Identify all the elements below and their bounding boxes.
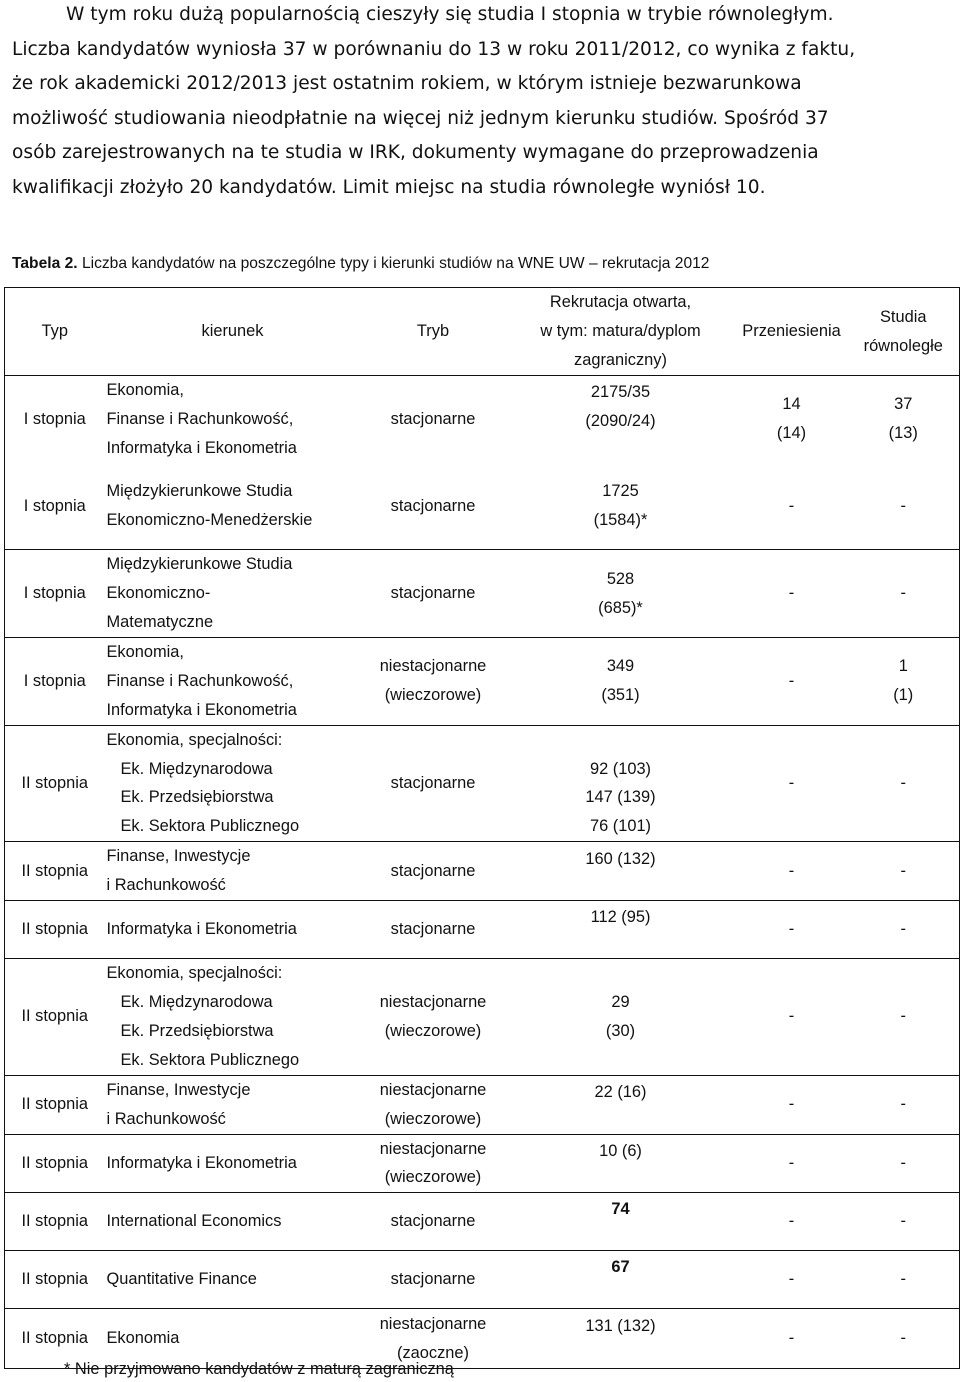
cell-rownolegle: - [848,842,960,901]
cell-kierunek [105,550,361,638]
table-header-row [5,288,960,376]
cell-line: 29 [611,993,630,1011]
cell-typ: II stopnia [5,1075,105,1134]
cell-value: 74 [611,1200,630,1219]
cell-line: Ekonomia, [106,381,184,399]
cell-rekrutacja [506,959,736,1076]
cell-rownolegle: - [848,550,960,638]
table-row [5,959,960,1076]
cell-tryb: stacjonarne [361,376,506,463]
cell-line: Finanse i Rachunkowość, [106,409,294,428]
paragraph-line: możliwość studiowania nieodpłatnie na więcej niż jednym kierunku studiów. Spośród 37 [12,107,829,129]
cell-rownolegle: - [848,463,960,550]
table-row [5,1193,960,1251]
table-row [5,1075,960,1134]
cell-line: Ek. Międzynarodowa [120,759,273,778]
cell-kierunek: Quantitative Finance [105,1251,361,1309]
cell-rekrutacja [506,1251,736,1309]
cell-rownolegle: - [848,1309,960,1369]
cell-rekrutacja [506,725,736,842]
cell-przeniesienia: - [788,496,795,515]
table-caption-text: Liczba kandydatów na poszczególne typy i kierunki studiów na WNE UW – rekrutacja 2012 [81,255,710,272]
cell-przeniesienia: - [736,637,848,725]
cell-line: Matematyczne [106,613,214,632]
cell-typ: II stopnia [5,1134,105,1193]
cell-kierunek [105,376,361,463]
table-row [5,463,960,550]
cell-line: Finanse, Inwestycje [106,1080,251,1099]
cell-line: 14 [782,395,801,414]
cell-kierunek: Informatyka i Ekonometria [105,1134,361,1193]
cell-line: (zaoczne) [397,1343,469,1362]
cell-tryb: stacjonarne [361,1251,506,1309]
header-rownolegle-line: równoległe [863,336,943,355]
footnote: * Nie przyjmowano kandydatów z maturą zagraniczną [64,1360,454,1378]
cell-line: 76 (101) [589,817,652,836]
header-rownolegle [848,288,960,376]
cell-line: Ekonomia, specjalności: [106,964,283,983]
cell-typ: I stopnia [5,550,105,638]
cell-line: 92 (103) [589,759,652,778]
cell-line: (14) [776,424,807,443]
table-row [5,637,960,725]
cell-przeniesienia [736,376,848,463]
cell-line: (13) [888,424,918,443]
cell-rekrutacja [506,550,736,638]
cell-tryb [361,1134,506,1193]
header-typ: Typ [5,288,105,376]
cell-rownolegle [848,637,960,725]
cell-typ: II stopnia [5,725,105,842]
table-row [5,842,960,901]
cell-rekrutacja [506,1134,736,1193]
cell-rekrutacja [506,637,736,725]
cell-typ: II stopnia [5,1309,105,1369]
cell-line: Ek. Sektora Publicznego [120,817,300,836]
paragraph-line: kwalifikacji złożyło 20 kandydatów. Limit miejsc na studia równoległe wyniósł 10. [12,176,766,198]
cell-rownolegle: - [848,1134,960,1193]
cell-przeniesienia: - [736,1309,848,1369]
cell-value: 67 [611,1258,630,1277]
cell-line: 349 [606,657,635,676]
cell-tryb: stacjonarne [390,496,476,515]
cell-line: Ek. Sektora Publicznego [120,1050,300,1069]
cell-kierunek [105,959,361,1076]
cell-line: Ek. Przedsiębiorstwa [120,1021,274,1040]
cell-line: niestacjonarne [379,1314,487,1333]
cell-kierunek [105,463,361,550]
header-kierunek: kierunek [105,288,361,376]
header-tryb: Tryb [361,288,506,376]
cell-rownolegle: - [848,1251,960,1309]
cell-line: (2090/24) [585,412,656,431]
cell-przeniesienia: - [736,1075,848,1134]
cell-typ: II stopnia [5,842,105,901]
cell-line: niestacjonarne [379,657,487,676]
cell-line: 1725 [602,482,639,501]
recruitment-table [4,287,960,1369]
header-przeniesienia: Przeniesienia [736,288,848,376]
table-row [5,1251,960,1309]
cell-line: Finanse, Inwestycje [106,847,251,866]
cell-kierunek: Ekonomia [105,1309,361,1369]
cell-typ: II stopnia [5,901,105,959]
cell-kierunek [105,1075,361,1134]
cell-przeniesienia: - [736,1193,848,1251]
cell-typ: I stopnia [5,463,105,550]
cell-rekrutacja [506,463,736,550]
cell-line: (wieczorowe) [384,1021,482,1040]
cell-line: Informatyka i Ekonometria [106,438,297,457]
cell-line: i Rachunkowość [106,1109,226,1128]
cell-rownolegle: - [848,959,960,1076]
table-caption [12,250,709,278]
cell-przeniesienia: - [736,550,848,638]
cell-kierunek [105,637,361,725]
header-rekrutacja-line: w tym: matura/dyplom [540,322,701,341]
cell-line: (30) [605,1021,636,1040]
cell-kierunek: Informatyka i Ekonometria [105,901,361,959]
table-caption-label: Tabela 2. [12,255,78,272]
cell-line: niestacjonarne [379,993,487,1011]
cell-rownolegle: - [848,901,960,959]
cell-line: (685)* [598,598,643,617]
cell-line: 2175/35 [590,383,651,402]
table-row [5,376,960,463]
cell-line: Informatyka i Ekonometria [106,700,297,719]
cell-tryb: stacjonarne [361,725,506,842]
cell-tryb: stacjonarne [361,1193,506,1251]
header-rekrutacja [506,288,736,376]
cell-line: 147 (139) [585,788,656,807]
cell-line: Międzykierunkowe Studia [106,555,293,574]
cell-line: Ek. Przedsiębiorstwa [120,788,274,807]
cell-rekrutacja [506,376,736,463]
intro-paragraph [12,0,948,205]
cell-line: (351) [601,686,640,705]
cell-line: 1 [898,657,908,676]
cell-kierunek [105,842,361,901]
cell-line: niestacjonarne [379,1139,487,1158]
paragraph-line: że rok akademicki 2012/2013 jest ostatnim rokiem, w którym istnieje bezwarunkowa [12,73,802,94]
cell-rekrutacja [506,1309,736,1369]
cell-tryb: stacjonarne [361,901,506,959]
cell-tryb [361,1075,506,1134]
table-row [5,725,960,842]
cell-typ: II stopnia [5,959,105,1076]
table-row [5,901,960,959]
cell-kierunek [105,725,361,842]
cell-rownolegle [848,376,960,463]
cell-rownolegle: - [848,1075,960,1134]
cell-rekrutacja [506,901,736,959]
cell-line: Międzykierunkowe Studia [106,482,293,501]
paragraph-line: W tym roku dużą popularnością cieszyły się studia I stopnia w trybie równoległym. [66,4,834,25]
header-rekrutacja-line: Rekrutacja otwarta, [549,293,692,312]
cell-line: Ekonomia, specjalności: [106,730,283,749]
cell-value: 131 (132) [585,1317,656,1336]
cell-line: (1) [893,686,914,705]
cell-kierunek: International Economics [105,1193,361,1251]
header-rekrutacja-line: zagraniczny) [574,350,667,369]
cell-line: Ekonomiczno- [106,584,211,603]
cell-przeniesienia: - [736,725,848,842]
cell-rownolegle: - [848,725,960,842]
cell-value: 112 (95) [590,908,651,927]
paragraph-line: Liczba kandydatów wyniosła 37 w porównaniu do 13 w roku 2011/2012, co wynika z faktu, [12,38,856,60]
cell-line: (wieczorowe) [384,1109,482,1128]
cell-typ: I stopnia [5,637,105,725]
cell-przeniesienia: - [736,1251,848,1309]
table-row [5,1134,960,1193]
cell-przeniesienia: - [736,1134,848,1193]
header-rownolegle-line: Studia [880,307,927,326]
cell-value: 22 (16) [594,1083,647,1102]
cell-rownolegle: - [848,1193,960,1251]
cell-line: 37 [894,395,913,414]
cell-line: Ekonomiczno-Menedżerskie [106,510,313,529]
cell-rekrutacja [506,842,736,901]
paragraph-line: osób zarejestrowanych na te studia w IRK, dokumenty wymagane do przeprowadzenia [12,142,819,163]
cell-typ: I stopnia [5,376,105,463]
cell-line: (wieczorowe) [384,1168,482,1187]
cell-line: (wieczorowe) [384,686,482,705]
cell-przeniesienia: - [736,842,848,901]
cell-value: 160 (132) [585,849,656,868]
cell-tryb: stacjonarne [361,550,506,638]
cell-przeniesienia: - [736,901,848,959]
cell-tryb [361,637,506,725]
cell-tryb: stacjonarne [361,842,506,901]
cell-rekrutacja [506,1075,736,1134]
cell-typ: II stopnia [5,1251,105,1309]
cell-line: 528 [606,569,635,588]
cell-typ: II stopnia [5,1193,105,1251]
cell-line: Ekonomia, [106,642,184,661]
cell-value: 10 (6) [599,1141,642,1160]
cell-line: Finanse i Rachunkowość, [106,671,294,690]
table-row [5,550,960,638]
cell-line: Ek. Międzynarodowa [120,993,273,1011]
cell-rekrutacja [506,1193,736,1251]
cell-przeniesienia: - [736,959,848,1076]
cell-line: i Rachunkowość [106,876,226,895]
cell-line: (1584)* [593,510,648,529]
cell-line: niestacjonarne [379,1080,487,1099]
cell-tryb [361,959,506,1076]
